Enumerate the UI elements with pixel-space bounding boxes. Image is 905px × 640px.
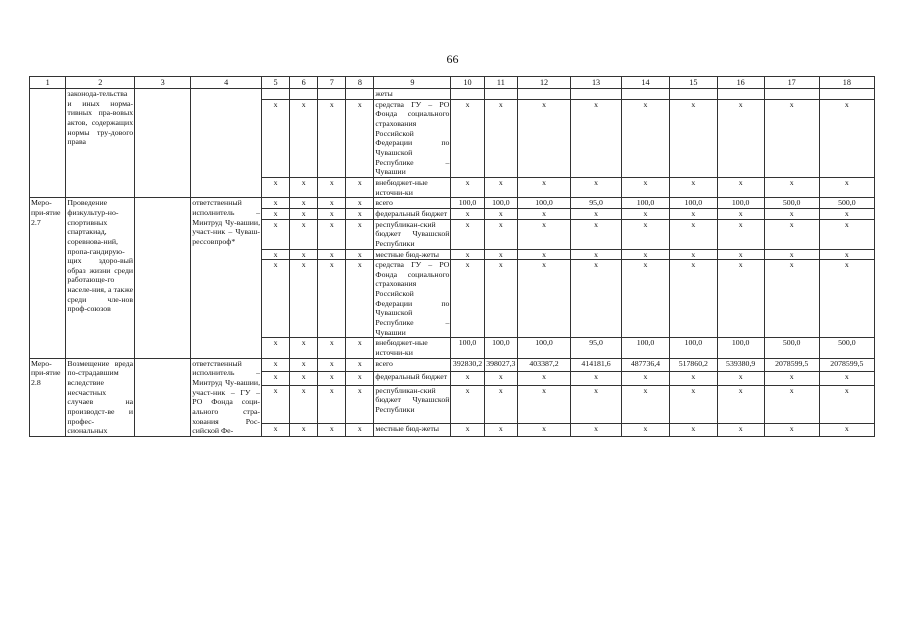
code-x-cell: x xyxy=(262,208,290,219)
value-cell: x xyxy=(484,260,517,338)
value-cell: x xyxy=(819,260,874,338)
column-header-7: 7 xyxy=(318,77,346,89)
column-header-9: 9 xyxy=(374,77,451,89)
value-cell: x xyxy=(571,177,622,197)
value-cell: x xyxy=(717,249,764,260)
value-cell: x xyxy=(451,423,484,436)
value-cell: 2078599,5 xyxy=(819,358,874,371)
program-activity-table xyxy=(29,76,875,437)
column-header-6: 6 xyxy=(290,77,318,89)
value-cell: x xyxy=(484,249,517,260)
value-cell: x xyxy=(717,208,764,219)
value-cell: x xyxy=(764,208,819,219)
code-x-cell: x xyxy=(346,99,374,177)
value-cell: 100,0 xyxy=(484,338,517,358)
value-cell: 100,0 xyxy=(622,338,670,358)
column-header-10: 10 xyxy=(451,77,484,89)
value-cell: x xyxy=(622,260,670,338)
funding-source-cell: средства ГУ – РО Фонда социального страхования Российской Федерации по Чувашской Республике – Чувашии xyxy=(375,99,450,177)
value-cell: x xyxy=(622,423,670,436)
value-cell: 517860,2 xyxy=(669,358,717,371)
value-cell xyxy=(484,89,517,100)
code-x-cell: x xyxy=(346,423,374,436)
value-cell: x xyxy=(518,177,571,197)
funding-source-cell: внебюджет-ные источни-ки xyxy=(374,338,451,358)
value-cell: x xyxy=(717,177,764,197)
code-x-cell: x xyxy=(318,372,346,385)
value-cell: x xyxy=(484,208,517,219)
header-row xyxy=(30,77,875,89)
value-cell xyxy=(518,89,571,100)
code-x-cell: x xyxy=(318,338,346,358)
value-cell: 500,0 xyxy=(819,198,874,209)
value-cell: x xyxy=(669,260,717,338)
value-cell: x xyxy=(669,372,717,385)
value-cell: x xyxy=(717,372,764,385)
value-cell: x xyxy=(451,208,484,219)
value-cell: 539380,9 xyxy=(717,358,764,371)
value-cell: 487736,4 xyxy=(622,358,670,371)
value-cell: x xyxy=(764,423,819,436)
code-x-cell: x xyxy=(262,385,290,423)
value-cell: x xyxy=(571,260,622,338)
value-cell: x xyxy=(819,249,874,260)
column-header-1: 1 xyxy=(30,77,66,89)
value-cell: 95,0 xyxy=(571,198,622,209)
code-x-cell: x xyxy=(262,177,290,197)
code-x-cell: x xyxy=(290,385,318,423)
value-cell: x xyxy=(669,208,717,219)
code-x-cell: x xyxy=(346,249,374,260)
code-x-cell: x xyxy=(290,177,318,197)
value-cell: x xyxy=(451,249,484,260)
funding-source-cell: средства ГУ – РО Фонда социального страхования Российской Федерации по Чувашской Республике – Чувашии xyxy=(375,260,450,337)
code-x-cell: x xyxy=(346,208,374,219)
value-cell xyxy=(669,89,717,100)
value-cell: x xyxy=(484,385,517,423)
code-x-cell xyxy=(262,89,290,100)
page-number: 66 xyxy=(446,52,459,66)
value-cell: 100,0 xyxy=(669,198,717,209)
value-cell: x xyxy=(518,260,571,338)
code-x-cell: x xyxy=(290,372,318,385)
value-cell: x xyxy=(484,99,517,177)
value-cell: x xyxy=(451,177,484,197)
value-cell: 95,0 xyxy=(571,338,622,358)
table-row xyxy=(30,358,875,371)
column-header-18: 18 xyxy=(819,77,874,89)
code-x-cell: x xyxy=(290,358,318,371)
value-cell xyxy=(451,89,484,100)
code-cell xyxy=(135,89,191,198)
code-x-cell: x xyxy=(262,423,290,436)
funding-source-cell: федеральный бюджет xyxy=(374,372,451,385)
value-cell: x xyxy=(518,385,571,423)
code-x-cell: x xyxy=(262,372,290,385)
value-cell: x xyxy=(669,249,717,260)
value-cell: x xyxy=(669,423,717,436)
value-cell: 398027,3 xyxy=(484,358,517,371)
funding-source-cell: республикан-ский бюджет Чувашской Республики xyxy=(375,219,450,248)
code-x-cell: x xyxy=(346,177,374,197)
value-cell: x xyxy=(622,372,670,385)
activity-id-cell: Меро-при-ятие 2.8 xyxy=(30,358,66,436)
value-cell: x xyxy=(764,260,819,338)
value-cell: x xyxy=(571,423,622,436)
value-cell: x xyxy=(669,219,717,249)
column-header-8: 8 xyxy=(346,77,374,89)
code-x-cell: x xyxy=(318,385,346,423)
funding-source-cell: жеты xyxy=(374,89,451,100)
code-x-cell: x xyxy=(346,372,374,385)
value-cell: x xyxy=(669,385,717,423)
value-cell: x xyxy=(764,385,819,423)
funding-source-cell: республикан-ский бюджет Чувашской Республики xyxy=(374,385,451,423)
value-cell xyxy=(764,89,819,100)
code-x-cell: x xyxy=(262,338,290,358)
code-x-cell: x xyxy=(262,198,290,209)
value-cell: 100,0 xyxy=(451,198,484,209)
value-cell: 392830,2 xyxy=(451,358,484,371)
code-cell xyxy=(135,358,191,436)
value-cell xyxy=(819,89,874,100)
value-cell: x xyxy=(518,208,571,219)
code-x-cell: x xyxy=(262,249,290,260)
funding-source-cell: всего xyxy=(374,198,451,209)
value-cell: x xyxy=(571,249,622,260)
column-header-11: 11 xyxy=(484,77,517,89)
code-x-cell: x xyxy=(318,358,346,371)
value-cell xyxy=(622,89,670,100)
column-header-12: 12 xyxy=(518,77,571,89)
code-x-cell: x xyxy=(318,198,346,209)
code-x-cell: x xyxy=(262,260,290,338)
activity-id-cell: Меро-при-ятие 2.7 xyxy=(30,198,66,359)
value-cell: x xyxy=(571,208,622,219)
code-x-cell: x xyxy=(262,358,290,371)
value-cell: 414181,6 xyxy=(571,358,622,371)
activity-name-cell: Возмещение вреда по-страдавшим вследствие несчастных случаев на производст-ве и профес-сиональных xyxy=(67,358,134,436)
column-header-16: 16 xyxy=(717,77,764,89)
value-cell: x xyxy=(518,372,571,385)
code-x-cell: x xyxy=(318,423,346,436)
value-cell: x xyxy=(518,219,571,249)
value-cell: 100,0 xyxy=(518,198,571,209)
code-x-cell: x xyxy=(346,385,374,423)
executor-cell: ответственный исполнитель – Минтруд Чу-вашии, участ-ник – ГУ – РО Фонда соци-ального стра-хования Рос-сийской Фе- xyxy=(192,358,261,436)
code-x-cell: x xyxy=(318,260,346,338)
code-x-cell: x xyxy=(290,198,318,209)
column-header-15: 15 xyxy=(669,77,717,89)
value-cell: x xyxy=(571,99,622,177)
value-cell: x xyxy=(717,260,764,338)
activity-name-cell: законода-тельства и иных норма-тивных пра-вовых актов, содержащих нормы тру-дового права xyxy=(66,89,135,198)
code-x-cell: x xyxy=(346,198,374,209)
column-header-17: 17 xyxy=(764,77,819,89)
value-cell: 100,0 xyxy=(451,338,484,358)
code-x-cell: x xyxy=(290,208,318,219)
code-x-cell: x xyxy=(346,358,374,371)
code-x-cell xyxy=(346,89,374,100)
code-x-cell: x xyxy=(318,249,346,260)
code-x-cell xyxy=(290,89,318,100)
value-cell: 100,0 xyxy=(669,338,717,358)
value-cell: x xyxy=(764,99,819,177)
value-cell: x xyxy=(451,219,484,249)
code-x-cell: x xyxy=(346,219,374,249)
code-x-cell: x xyxy=(290,338,318,358)
code-x-cell: x xyxy=(290,99,318,177)
column-header-2: 2 xyxy=(66,77,135,89)
value-cell: x xyxy=(819,423,874,436)
value-cell: x xyxy=(622,249,670,260)
table-row xyxy=(30,89,875,100)
value-cell: x xyxy=(484,219,517,249)
code-x-cell: x xyxy=(290,260,318,338)
value-cell: x xyxy=(484,423,517,436)
value-cell: x xyxy=(819,385,874,423)
funding-source-cell: всего xyxy=(374,358,451,371)
column-header-4: 4 xyxy=(191,77,262,89)
value-cell: x xyxy=(451,372,484,385)
column-header-13: 13 xyxy=(571,77,622,89)
code-x-cell: x xyxy=(318,99,346,177)
value-cell: x xyxy=(819,219,874,249)
code-x-cell: x xyxy=(290,249,318,260)
executor-cell: ответственный исполнитель – Минтруд Чу-вашии, участ-ник – Чуваш-рессовпроф* xyxy=(191,198,262,359)
value-cell: 100,0 xyxy=(717,198,764,209)
value-cell: x xyxy=(451,99,484,177)
funding-source-cell: федеральный бюджет xyxy=(374,208,451,219)
value-cell: 500,0 xyxy=(764,198,819,209)
column-header-5: 5 xyxy=(262,77,290,89)
value-cell: x xyxy=(819,372,874,385)
table-row xyxy=(30,198,875,209)
activity-name-cell: Проведение физкультур-но-спортивных спартакиад, соревнова-ний, пропа-гандирую-щих здоро-вый образ жизни среди работающе-го населе-ния, а также среди чле-нов проф-союзов xyxy=(66,198,135,359)
value-cell: x xyxy=(518,99,571,177)
value-cell: x xyxy=(717,385,764,423)
value-cell: 100,0 xyxy=(622,198,670,209)
code-x-cell: x xyxy=(262,219,290,249)
value-cell: x xyxy=(518,249,571,260)
value-cell: x xyxy=(518,423,571,436)
value-cell: 500,0 xyxy=(819,338,874,358)
code-x-cell xyxy=(318,89,346,100)
value-cell: x xyxy=(571,372,622,385)
funding-source-cell: местные бюд-жеты xyxy=(374,423,451,436)
value-cell: 500,0 xyxy=(764,338,819,358)
value-cell: x xyxy=(571,385,622,423)
value-cell: x xyxy=(819,208,874,219)
value-cell: x xyxy=(622,219,670,249)
value-cell: x xyxy=(622,99,670,177)
value-cell: x xyxy=(717,219,764,249)
funding-source-cell: внебюджет-ные источни-ки xyxy=(374,177,451,197)
value-cell: x xyxy=(451,385,484,423)
value-cell: x xyxy=(764,219,819,249)
value-cell: x xyxy=(764,372,819,385)
value-cell: x xyxy=(717,423,764,436)
value-cell: x xyxy=(819,99,874,177)
value-cell: 100,0 xyxy=(484,198,517,209)
code-x-cell: x xyxy=(346,260,374,338)
code-x-cell: x xyxy=(346,338,374,358)
value-cell: 100,0 xyxy=(518,338,571,358)
value-cell: x xyxy=(622,385,670,423)
value-cell: x xyxy=(669,99,717,177)
funding-source-cell: местные бюд-жеты xyxy=(374,249,451,260)
executor-cell xyxy=(191,89,262,198)
value-cell: x xyxy=(622,177,670,197)
value-cell: x xyxy=(571,219,622,249)
code-x-cell: x xyxy=(318,208,346,219)
value-cell: x xyxy=(717,99,764,177)
value-cell: x xyxy=(451,260,484,338)
column-header-3: 3 xyxy=(135,77,191,89)
code-cell xyxy=(135,198,191,359)
value-cell: x xyxy=(484,372,517,385)
column-header-14: 14 xyxy=(622,77,670,89)
activity-id-cell xyxy=(30,89,66,198)
value-cell xyxy=(571,89,622,100)
code-x-cell: x xyxy=(318,219,346,249)
value-cell: x xyxy=(819,177,874,197)
code-x-cell: x xyxy=(290,423,318,436)
value-cell: 403387,2 xyxy=(518,358,571,371)
value-cell xyxy=(717,89,764,100)
value-cell: x xyxy=(622,208,670,219)
value-cell: 100,0 xyxy=(717,338,764,358)
code-x-cell: x xyxy=(290,219,318,249)
value-cell: x xyxy=(764,249,819,260)
code-x-cell: x xyxy=(262,99,290,177)
value-cell: 2078599,5 xyxy=(764,358,819,371)
value-cell: x xyxy=(484,177,517,197)
code-x-cell: x xyxy=(318,177,346,197)
value-cell: x xyxy=(764,177,819,197)
value-cell: x xyxy=(669,177,717,197)
